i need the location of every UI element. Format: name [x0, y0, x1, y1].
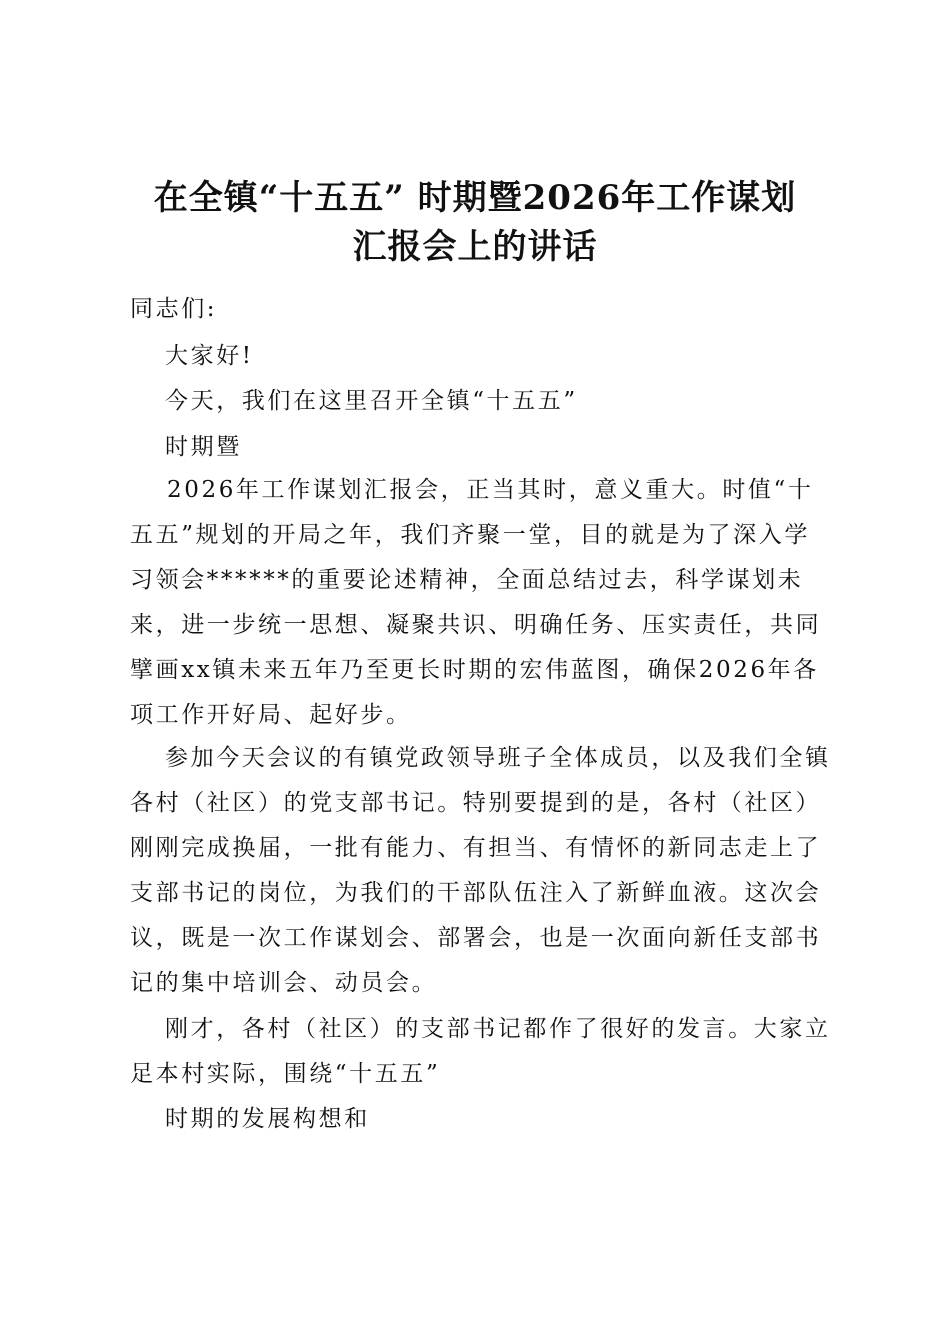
- body-line: 2026年工作谋划汇报会，正当其时，意义重大。时值“十: [167, 477, 814, 503]
- body-line: 习领会******的重要论述精神，全面总结过去，科学谋划未: [130, 567, 804, 593]
- salutation: 同志们:: [130, 296, 218, 322]
- body-line: 擘画xx镇未来五年乃至更长时期的宏伟蓝图，确保2026年各: [130, 657, 819, 683]
- body-line: 刚才，各村（社区）的支部书记都作了很好的发言。大家立: [165, 1016, 831, 1042]
- body-line: 五五”规划的开局之年，我们齐聚一堂，目的就是为了深入学: [130, 522, 810, 548]
- body-line: 议，既是一次工作谋划会、部署会，也是一次面向新任支部书: [130, 925, 822, 951]
- body-line: 刚刚完成换届，一批有能力、有担当、有情怀的新同志走上了: [130, 835, 822, 861]
- body-line: 记的集中培训会、动员会。: [130, 970, 438, 996]
- body-line: 支部书记的岗位，为我们的干部队伍注入了新鲜血液。这次会: [130, 880, 822, 906]
- greeting: 大家好!: [165, 343, 254, 369]
- body-line: 参加今天会议的有镇党政领导班子全体成员，以及我们全镇: [165, 745, 831, 771]
- body-line: 各村（社区）的党支部书记。特别要提到的是，各村（社区）: [130, 790, 822, 816]
- document-title-line-1: 在全镇“十五五” 时期暨2026年工作谋划: [153, 178, 797, 218]
- body-line: 今天，我们在这里召开全镇“十五五”: [165, 388, 578, 414]
- body-line: 来，进一步统一思想、凝聚共识、明确任务、压实责任，共同: [130, 612, 822, 638]
- body-line: 项工作开好局、起好步。: [130, 702, 412, 728]
- document-title-line-2: 汇报会上的讲话: [352, 227, 598, 267]
- body-line: 时期暨: [165, 434, 242, 460]
- body-line: 时期的发展构想和: [165, 1106, 370, 1132]
- body-line: 足本村实际，围绕“十五五”: [130, 1061, 441, 1087]
